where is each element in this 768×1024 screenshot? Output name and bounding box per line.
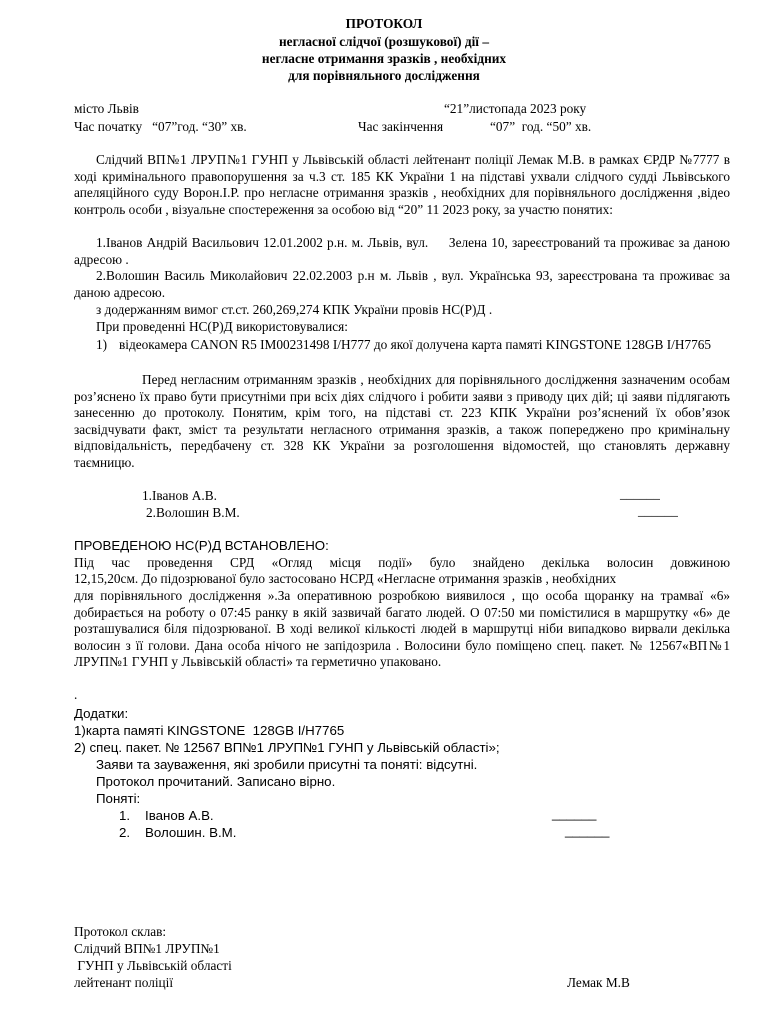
witness-1-signature-name: 1.Іванов А.В. bbox=[142, 488, 217, 503]
equipment-label: При проведенні НС(Р)Д використовувалися: bbox=[96, 319, 348, 334]
findings-line-2: 12,15,20см. До підозрюваної було застосовано НСРД «Негласне отримання зразків , необхідних bbox=[74, 571, 617, 586]
witness-2-details: 2.Волошин Василь Миколайович 22.02.2003 р.н м. Львів , вул. Українська 93, зареєстрована та проживає за даною адресою. bbox=[74, 268, 730, 300]
witness-list-name-1: Іванов А.В. bbox=[145, 808, 214, 823]
protocol-read-note: Протокол прочитаний. Записано вірно. bbox=[96, 774, 336, 789]
findings-dot: . bbox=[74, 687, 78, 702]
findings-line-1: Під час проведення СРД «Огляд місця події» було знайдено декілька волосин довжиною bbox=[74, 555, 730, 570]
composed-by-label: Протокол склав: bbox=[74, 924, 167, 939]
document-subtitle-line-3: для порівняльного дослідження bbox=[288, 68, 480, 83]
witness-list-signature-line-1: ______ bbox=[552, 806, 597, 821]
witness-1-signature-line: ______ bbox=[620, 486, 660, 501]
city: місто Львів bbox=[74, 101, 139, 116]
investigator-name: Лемак М.В bbox=[567, 975, 630, 990]
findings-paragraph: для порівняльного дослідження ».За оперативною розробкою виявилося , що особа щоранку на трамваї «6» добирається на роботу о 07:45 ранку в якій зазвичай багато людей. О 07:50 ми помістилися в маршрутку «6» де розташувалися біля підозрюваної. В ході великої кількості людей в маршрутці ніби випадково вирвали декілька волосин з її голови. Дана особа нічого не запідозрила . Волосини було поміщено спец. пакет. № 12567«ВП№1 ЛРУП№1 ГУНП у Львівській області» та герметично упаковано. bbox=[74, 588, 730, 669]
intro-paragraph: Слідчий ВП№1 ЛРУП№1 ГУНП у Львівській області лейтенант поліції Лемак М.В. в рамках ЄРДР №7777 в ході кримінального правопорушення за ч.3 ст. 185 КК України 1 на підставі ухвали слідчого судді Львівського апеляційного суду Ворон.І.Р. про негласне отримання зразків , необхідних для порівняльного дослідження ,відео контроль особи , візуальне спостереження за особою від “20” 11 2023 року, за участю понятих: bbox=[74, 152, 730, 217]
attachment-item-2: 2) спец. пакет. № 12567 ВП№1 ЛРУП№1 ГУНП у Львівській області»; bbox=[74, 740, 500, 755]
witness-list-signature-line-2: ______ bbox=[565, 823, 610, 838]
document-subtitle-line-1: негласної слідчої (розшукової) дії – bbox=[279, 34, 489, 49]
date: “21”листопада 2023 року bbox=[444, 101, 587, 116]
compliance-statement: з додержанням вимог ст.ст. 260,269,274 КПК України провів НС(Р)Д . bbox=[96, 302, 493, 317]
start-time: Час початку “07”год. “30” хв. bbox=[74, 119, 247, 134]
investigator-role: Слідчий ВП№1 ЛРУП№1 bbox=[74, 941, 220, 956]
equipment-description: відеокамера CANON R5 IM00231498 I/H777 до якої долучена карта памяті KINGSTONE 128GB I/H7765 bbox=[119, 337, 712, 352]
findings-heading: ПРОВЕДЕНОЮ НС(Р)Д ВСТАНОВЛЕНО: bbox=[74, 538, 329, 553]
investigator-rank: лейтенант поліції bbox=[74, 975, 174, 990]
rights-explanation: Перед негласним отриманням зразків , необхідних для порівняльного дослідження зазначеним особам роз’яснено їх право бути присутніми при всіх діях слідчого і робити заяви з приводу цих дій; ці заяви підлягають занесенню до протоколу. Понятим, крім того, на підставі ст. 223 КПК України роз’яснений їх обов’язок засвідчувати факт, зміст та результати негласного отримання зразків, а також попереджено про кримінальну відповідальність, передбачену ст. 328 КК України за розголошення відомостей, що становлять державну таємницю. bbox=[74, 372, 730, 470]
end-time: “07” год. “50” хв. bbox=[490, 119, 592, 134]
witnesses-label: Поняті: bbox=[96, 791, 141, 806]
equipment-number: 1) bbox=[96, 337, 108, 352]
witness-1-details: 1.Іванов Андрій Васильович 12.01.2002 р.н. м. Львів, вул. Зелена 10, зареєстрований та проживає за даною адресою . bbox=[74, 235, 734, 267]
investigator-department: ГУНП у Львівській області bbox=[74, 958, 232, 973]
witness-list-number-1: 1. bbox=[119, 808, 131, 823]
witness-list-number-2: 2. bbox=[119, 825, 131, 840]
document-subtitle-line-2: негласне отримання зразків , необхідних bbox=[261, 51, 507, 66]
witness-2-signature-name: 2.Волошин В.М. bbox=[146, 505, 240, 520]
document-title: ПРОТОКОЛ bbox=[345, 16, 423, 31]
attachment-item-1: 1)карта памяті KINGSTONE 128GB I/H7765 bbox=[74, 723, 345, 738]
witness-list-name-2: Волошин. В.М. bbox=[145, 825, 237, 840]
end-time-label: Час закінчення bbox=[358, 119, 444, 134]
statements-note: Заяви та зауваження, які зробили присутні та поняті: відсутні. bbox=[96, 757, 478, 772]
witness-2-signature-line: ______ bbox=[638, 503, 678, 518]
attachments-heading: Додатки: bbox=[74, 706, 129, 721]
